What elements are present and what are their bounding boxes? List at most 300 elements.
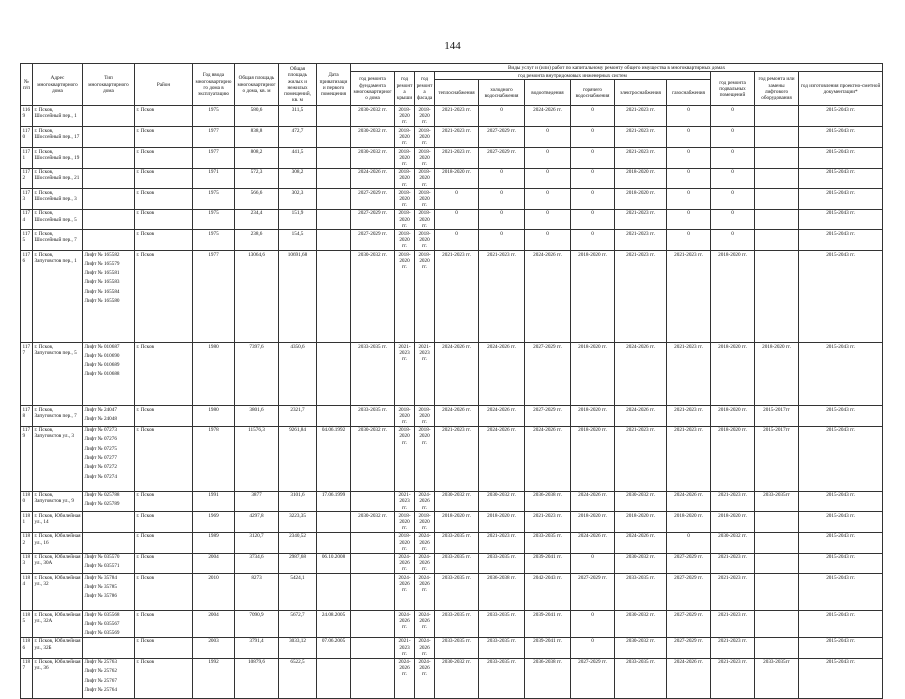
cell-gas: 2021-2023 гг. bbox=[667, 426, 711, 491]
cell-year: 1975 bbox=[193, 209, 235, 230]
cell-elevator: 2018-2020 гг. bbox=[755, 343, 799, 406]
cell-foundation: 2024-2026 гг. bbox=[351, 168, 395, 189]
cell-basement: 2018-2020 гг. bbox=[711, 512, 755, 533]
cell-facade: 2024-2026 гг. bbox=[415, 637, 435, 658]
cell-gas: 0 bbox=[667, 209, 711, 230]
cell-roof: 2018-2020 гг. bbox=[395, 106, 415, 127]
table-row bbox=[21, 532, 883, 553]
cell-gas: 2021-2023 гг. bbox=[667, 406, 711, 427]
cell-address: г. Псков, Шоссейный пер., 17 bbox=[33, 127, 83, 148]
cell-privatization: 04.06.1992 bbox=[317, 426, 351, 491]
cell-heating: 2018-2020 гг. bbox=[435, 168, 479, 189]
cell-num: 1174 bbox=[21, 209, 33, 230]
cell-address: г. Псков, Запуговстов пер., 5 bbox=[33, 343, 83, 406]
cell-heating: 2021-2023 гг. bbox=[435, 148, 479, 169]
lift-entry: Лифт № 010689 bbox=[84, 362, 120, 369]
cell-foundation: 2030-2032 гг. bbox=[351, 106, 395, 127]
cell-cold-water: 0 bbox=[479, 168, 525, 189]
cell-living-area: 6522,5 bbox=[279, 658, 317, 698]
cell-electricity: 2018-2020 гг. bbox=[615, 512, 667, 533]
header-cold-water: холодного водоснабжения bbox=[479, 80, 525, 106]
header-privatization-date: Дата приватизации первого помещения bbox=[317, 64, 351, 106]
lift-entry: Лифт № 35785 bbox=[84, 583, 117, 590]
cell-elevator bbox=[755, 553, 799, 574]
cell-facade: 2024-2026 гг. bbox=[415, 491, 435, 512]
cell-year: 2004 bbox=[193, 553, 235, 574]
cell-cold-water: 2018-2020 гг. bbox=[479, 512, 525, 533]
cell-num: 1178 bbox=[21, 406, 33, 427]
page-number: 144 bbox=[444, 40, 461, 52]
cell-electricity: 2033-2035 гг. bbox=[615, 574, 667, 611]
cell-privatization: 24.08.2005 bbox=[317, 611, 351, 638]
cell-design: 2015-2043 гг. bbox=[799, 251, 883, 343]
cell-gas: 0 bbox=[667, 189, 711, 210]
cell-living-area: 154,5 bbox=[279, 230, 317, 251]
cell-gas: 2024-2026 гг. bbox=[667, 658, 711, 698]
cell-district: г. Псков bbox=[135, 426, 193, 491]
cell-address: г. Псков, Шоссейный пер., 19 bbox=[33, 148, 83, 169]
lift-entry: Лифт № 035567 bbox=[84, 620, 120, 627]
cell-elevator: 2033-2035гг bbox=[755, 658, 799, 698]
cell-elevator bbox=[755, 106, 799, 127]
cell-cold-water: 2033-2035 гг. bbox=[479, 637, 525, 658]
cell-type bbox=[83, 553, 135, 574]
cell-roof: 2024-2026 гг. bbox=[395, 553, 415, 574]
cell-facade: 2018-2020 гг. bbox=[415, 512, 435, 533]
header-electricity: электроснабжения bbox=[615, 80, 667, 106]
cell-type bbox=[83, 637, 135, 658]
cell-privatization bbox=[317, 343, 351, 406]
lift-entry: Лифт № 25764 bbox=[84, 686, 117, 693]
cell-heating: 0 bbox=[435, 189, 479, 210]
cell-electricity: 2021-2023 гг. bbox=[615, 106, 667, 127]
cell-year: 1980 bbox=[193, 343, 235, 406]
cell-year: 1980 bbox=[193, 406, 235, 427]
cell-hot-water: 0 bbox=[571, 553, 615, 574]
cell-basement: 2021-2023 гг. bbox=[711, 553, 755, 574]
header-living-area: Общая площадь жилых и нежилых помещений, кв. м bbox=[279, 64, 317, 106]
cell-hot-water: 2018-2020 гг. bbox=[571, 251, 615, 343]
cell-elevator bbox=[755, 637, 799, 658]
cell-electricity: 2021-2023 гг. bbox=[615, 426, 667, 491]
cell-total-area: 3734,6 bbox=[235, 553, 279, 574]
cell-district: г. Псков bbox=[135, 658, 193, 698]
cell-cold-water: 2027-2029 гг. bbox=[479, 127, 525, 148]
cell-elevator bbox=[755, 148, 799, 169]
cell-type bbox=[83, 491, 135, 512]
header-works-group: Виды услуг и (или) работ по капитальному ремонту общего имущества в многоквартирных домах bbox=[351, 64, 883, 72]
lift-entry: Лифт № 035571 bbox=[84, 563, 120, 570]
cell-sewage: 0 bbox=[525, 168, 571, 189]
cell-design: 2015-2043 гг. bbox=[799, 106, 883, 127]
table-row bbox=[21, 251, 883, 343]
cell-elevator bbox=[755, 168, 799, 189]
cell-year: 2004 bbox=[193, 611, 235, 638]
cell-facade: 2018-2020 гг. bbox=[415, 406, 435, 427]
cell-heating: 2030-2032 гг. bbox=[435, 658, 479, 698]
cell-type bbox=[83, 148, 135, 169]
cell-roof: 2018-2020 гг. bbox=[395, 209, 415, 230]
lift-entry: Лифт № 010690 bbox=[84, 352, 120, 359]
cell-design: 2015-2043 гг. bbox=[799, 426, 883, 491]
cell-address: г. Псков, Юбилейная ул., 30А bbox=[33, 553, 83, 574]
cell-heating: 2030-2032 гг. bbox=[435, 491, 479, 512]
cell-type bbox=[83, 611, 135, 638]
cell-gas: 0 bbox=[667, 106, 711, 127]
cell-num: 1171 bbox=[21, 148, 33, 169]
cell-district: г. Псков bbox=[135, 106, 193, 127]
cell-facade: 2024-2026 гг. bbox=[415, 532, 435, 553]
cell-electricity: 2033-2035 гг. bbox=[615, 658, 667, 698]
cell-address: г. Псков, Шоссейный пер., 3 bbox=[33, 189, 83, 210]
cell-electricity: 2021-2023 гг. bbox=[615, 127, 667, 148]
cell-basement: 0 bbox=[711, 127, 755, 148]
lift-entry: Лифт № 25763 bbox=[84, 659, 117, 666]
table-row bbox=[21, 658, 883, 698]
cell-design: 2015-2043 гг. bbox=[799, 343, 883, 406]
cell-num: 1185 bbox=[21, 611, 33, 638]
cell-foundation: 2030-2032 гг. bbox=[351, 148, 395, 169]
cell-elevator: 2033-2035гг bbox=[755, 491, 799, 512]
cell-sewage: 0 bbox=[525, 127, 571, 148]
cell-num: 1173 bbox=[21, 189, 33, 210]
cell-type bbox=[83, 251, 135, 343]
cell-district: г. Псков bbox=[135, 574, 193, 611]
cell-privatization bbox=[317, 168, 351, 189]
cell-cold-water: 2024-2026 гг. bbox=[479, 406, 525, 427]
cell-year: 1975 bbox=[193, 230, 235, 251]
lift-entry: Лифт № 07276 bbox=[84, 436, 117, 443]
cell-design: 2015-2043 гг. bbox=[799, 611, 883, 638]
cell-facade: 2018-2020 гг. bbox=[415, 168, 435, 189]
cell-hot-water: 0 bbox=[571, 127, 615, 148]
header-year-commission: Год ввода многоквартирного дома в эксплуатацию bbox=[193, 64, 235, 106]
capital-repair-table bbox=[20, 63, 883, 699]
lift-entry: Лифт № 07273 bbox=[84, 427, 117, 434]
cell-facade: 2024-2026 гг. bbox=[415, 553, 435, 574]
cell-foundation: 2030-2032 гг. bbox=[351, 512, 395, 533]
header-district: Район bbox=[135, 64, 193, 106]
cell-year: 1992 bbox=[193, 658, 235, 698]
cell-basement: 2018-2020 гг. bbox=[711, 251, 755, 343]
cell-type bbox=[83, 106, 135, 127]
lift-entry: Лифт № 165579 bbox=[84, 260, 120, 267]
cell-address: г. Псков, Запуговстов ул., 3 bbox=[33, 426, 83, 491]
cell-sewage: 0 bbox=[525, 189, 571, 210]
cell-year: 1989 bbox=[193, 532, 235, 553]
table-row bbox=[21, 512, 883, 533]
cell-gas: 2027-2029 гг. bbox=[667, 553, 711, 574]
cell-gas: 2018-2020 гг. bbox=[667, 512, 711, 533]
cell-gas: 2027-2029 гг. bbox=[667, 637, 711, 658]
table-row bbox=[21, 426, 883, 491]
cell-address: г. Псков, Запуговстов пер., 7 bbox=[33, 406, 83, 427]
cell-sewage: 0 bbox=[525, 230, 571, 251]
table-row bbox=[21, 406, 883, 427]
cell-gas: 2027-2029 гг. bbox=[667, 574, 711, 611]
lift-entry: Лифт № 07272 bbox=[84, 464, 117, 471]
cell-roof: 2018-2020 гг. bbox=[395, 189, 415, 210]
cell-district: г. Псков bbox=[135, 637, 193, 658]
header-elevator: год ремонта или замены лифтового оборудования bbox=[755, 72, 799, 106]
cell-num: 1175 bbox=[21, 230, 33, 251]
header-hot-water: горячего водоснабжения bbox=[571, 80, 615, 106]
cell-facade: 2018-2020 гг. bbox=[415, 426, 435, 491]
cell-design: 2015-2043 гг. bbox=[799, 148, 883, 169]
table-row bbox=[21, 553, 883, 574]
cell-living-area: 2321,7 bbox=[279, 406, 317, 427]
cell-num: 1169 bbox=[21, 106, 33, 127]
header-systems-group: год ремонта внутридомовых инженерных систем bbox=[435, 72, 711, 80]
cell-living-area: 4350,6 bbox=[279, 343, 317, 406]
cell-type bbox=[83, 532, 135, 553]
cell-sewage: 2036-2038 гг. bbox=[525, 658, 571, 698]
table-row bbox=[21, 148, 883, 169]
cell-living-area: 151,9 bbox=[279, 209, 317, 230]
cell-foundation: 2033-2035 гг. bbox=[351, 406, 395, 427]
cell-hot-water: 0 bbox=[571, 637, 615, 658]
cell-roof: 2021-2023 гг. bbox=[395, 491, 415, 512]
cell-gas: 2021-2023 гг. bbox=[667, 343, 711, 406]
cell-facade: 2018-2020 гг. bbox=[415, 209, 435, 230]
cell-basement: 2021-2023 гг. bbox=[711, 574, 755, 611]
cell-facade: 2024-2026 гг. bbox=[415, 574, 435, 611]
cell-living-area: 3223,35 bbox=[279, 512, 317, 533]
cell-num: 1179 bbox=[21, 426, 33, 491]
cell-heating: 2033-2035 гг. bbox=[435, 611, 479, 638]
cell-gas: 2021-2023 гг. bbox=[667, 251, 711, 343]
lift-entry: Лифт № 165582 bbox=[84, 251, 120, 258]
cell-roof: 2024-2026 гг. bbox=[395, 574, 415, 611]
cell-total-area: 808,2 bbox=[235, 148, 279, 169]
cell-hot-water: 2024-2026 гг. bbox=[571, 532, 615, 553]
cell-num: 1172 bbox=[21, 168, 33, 189]
cell-num: 1186 bbox=[21, 637, 33, 658]
cell-privatization bbox=[317, 148, 351, 169]
cell-privatization bbox=[317, 209, 351, 230]
cell-address: г. Псков, Запуговстов пер., 1 bbox=[33, 251, 83, 343]
cell-heating: 2033-2035 гг. bbox=[435, 553, 479, 574]
cell-district: г. Псков bbox=[135, 512, 193, 533]
lift-entry: Лифт № 035568 bbox=[84, 611, 120, 618]
lift-entry: Лифт № 035569 bbox=[84, 630, 120, 637]
cell-electricity: 2030-2032 гг. bbox=[615, 491, 667, 512]
cell-heating: 2018-2020 гг. bbox=[435, 512, 479, 533]
header-type: Тип многоквартирного дома bbox=[83, 64, 135, 106]
cell-roof: 2024-2026 гг. bbox=[395, 611, 415, 638]
cell-roof: 2018-2020 гг. bbox=[395, 127, 415, 148]
cell-heating: 2033-2035 гг. bbox=[435, 637, 479, 658]
lift-entry: Лифт № 165584 bbox=[84, 288, 120, 295]
cell-total-area: 4297,8 bbox=[235, 512, 279, 533]
cell-total-area: 572,3 bbox=[235, 168, 279, 189]
cell-total-area: 234,4 bbox=[235, 209, 279, 230]
cell-foundation bbox=[351, 553, 395, 574]
cell-cold-water: 2024-2026 гг. bbox=[479, 426, 525, 491]
cell-foundation: 2033-2035 гг. bbox=[351, 343, 395, 406]
cell-cold-water: 0 bbox=[479, 189, 525, 210]
cell-facade: 2018-2020 гг. bbox=[415, 189, 435, 210]
cell-heating: 2033-2035 гг. bbox=[435, 532, 479, 553]
cell-basement: 0 bbox=[711, 168, 755, 189]
cell-year: 1969 bbox=[193, 512, 235, 533]
header-facade: год ремонта фасада bbox=[415, 72, 435, 106]
cell-gas: 2027-2029 гг. bbox=[667, 611, 711, 638]
cell-sewage: 0 bbox=[525, 209, 571, 230]
cell-cold-water: 2033-2035 гг. bbox=[479, 611, 525, 638]
cell-year: 1978 bbox=[193, 426, 235, 491]
cell-facade: 2024-2026 гг. bbox=[415, 658, 435, 698]
cell-address: г. Псков, Шоссейный пер., 7 bbox=[33, 230, 83, 251]
cell-hot-water: 2027-2029 гг. bbox=[571, 574, 615, 611]
cell-basement: 2021-2023 гг. bbox=[711, 491, 755, 512]
cell-heating: 0 bbox=[435, 209, 479, 230]
cell-sewage: 2036-2038 гг. bbox=[525, 491, 571, 512]
cell-design: 2015-2043 гг. bbox=[799, 168, 883, 189]
cell-hot-water: 2018-2020 гг. bbox=[571, 512, 615, 533]
table-row bbox=[21, 209, 883, 230]
cell-privatization: 06.10.2008 bbox=[317, 553, 351, 574]
cell-basement: 2030-2032 гг. bbox=[711, 532, 755, 553]
table-row bbox=[21, 230, 883, 251]
cell-heating: 2021-2023 гг. bbox=[435, 127, 479, 148]
cell-elevator bbox=[755, 230, 799, 251]
cell-gas: 2024-2026 гг. bbox=[667, 491, 711, 512]
table-body bbox=[21, 106, 883, 698]
cell-total-area: 3801,6 bbox=[235, 406, 279, 427]
cell-heating: 0 bbox=[435, 230, 479, 251]
cell-basement: 2018-2020 гг. bbox=[711, 426, 755, 491]
cell-sewage: 2042-2043 гг. bbox=[525, 574, 571, 611]
cell-privatization bbox=[317, 251, 351, 343]
cell-district: г. Псков bbox=[135, 343, 193, 406]
cell-facade: 2024-2026 гг. bbox=[415, 611, 435, 638]
cell-cold-water: 0 bbox=[479, 106, 525, 127]
cell-district: г. Псков bbox=[135, 251, 193, 343]
lift-entry: Лифт № 025789 bbox=[84, 501, 120, 508]
cell-sewage: 2039-2041 гг. bbox=[525, 553, 571, 574]
cell-hot-water: 0 bbox=[571, 189, 615, 210]
lift-entry: Лифт № 25762 bbox=[84, 668, 117, 675]
cell-basement: 0 bbox=[711, 230, 755, 251]
cell-foundation: 2027-2029 гг. bbox=[351, 209, 395, 230]
table-row bbox=[21, 343, 883, 406]
cell-sewage: 2033-2035 гг. bbox=[525, 532, 571, 553]
cell-elevator: 2015-2017гг bbox=[755, 426, 799, 491]
cell-total-area: 566,6 bbox=[235, 189, 279, 210]
cell-type bbox=[83, 658, 135, 698]
cell-privatization: 07.06.2005 bbox=[317, 637, 351, 658]
cell-num: 1177 bbox=[21, 343, 33, 406]
cell-basement: 0 bbox=[711, 106, 755, 127]
cell-electricity: 2024-2026 гг. bbox=[615, 343, 667, 406]
cell-type bbox=[83, 426, 135, 491]
cell-total-area: 7397,6 bbox=[235, 343, 279, 406]
cell-num: 1176 bbox=[21, 251, 33, 343]
cell-living-area: 3033,12 bbox=[279, 637, 317, 658]
cell-year: 1975 bbox=[193, 189, 235, 210]
cell-electricity: 2024-2026 гг. bbox=[615, 532, 667, 553]
cell-elevator bbox=[755, 611, 799, 638]
cell-sewage: 2024-2026 гг. bbox=[525, 426, 571, 491]
cell-design: 2015-2043 гг. bbox=[799, 189, 883, 210]
lift-entry: Лифт № 07277 bbox=[84, 455, 117, 462]
cell-num: 1181 bbox=[21, 512, 33, 533]
cell-basement: 2018-2020 гг. bbox=[711, 343, 755, 406]
header-num: № п/п bbox=[21, 64, 33, 106]
cell-gas: 0 bbox=[667, 230, 711, 251]
table-row bbox=[21, 491, 883, 512]
cell-roof: 2018-2020 гг. bbox=[395, 532, 415, 553]
cell-total-area: 10879,6 bbox=[235, 658, 279, 698]
cell-electricity: 2030-2032 гг. bbox=[615, 553, 667, 574]
cell-year: 1991 bbox=[193, 491, 235, 512]
cell-type bbox=[83, 127, 135, 148]
cell-type bbox=[83, 343, 135, 406]
cell-year: 1971 bbox=[193, 168, 235, 189]
table-row bbox=[21, 106, 883, 127]
cell-total-area: 3120,7 bbox=[235, 532, 279, 553]
cell-foundation bbox=[351, 491, 395, 512]
cell-type bbox=[83, 406, 135, 427]
cell-hot-water: 0 bbox=[571, 230, 615, 251]
cell-district: г. Псков bbox=[135, 230, 193, 251]
cell-facade: 2018-2020 гг. bbox=[415, 106, 435, 127]
cell-type bbox=[83, 168, 135, 189]
cell-design: 2015-2043 гг. bbox=[799, 658, 883, 698]
cell-year: 2010 bbox=[193, 574, 235, 611]
header-foundation: год ремонта фундамента многоквартирного дома bbox=[351, 72, 395, 106]
cell-design: 2015-2043 гг. bbox=[799, 209, 883, 230]
cell-privatization bbox=[317, 106, 351, 127]
header-basement: год ремонта подвальных помещений bbox=[711, 72, 755, 106]
cell-privatization bbox=[317, 658, 351, 698]
cell-design: 2015-2043 гг. bbox=[799, 491, 883, 512]
cell-design: 2015-2043 гг. bbox=[799, 574, 883, 611]
cell-privatization bbox=[317, 574, 351, 611]
cell-privatization bbox=[317, 127, 351, 148]
cell-heating: 2021-2023 гг. bbox=[435, 106, 479, 127]
cell-roof: 2024-2026 гг. bbox=[395, 658, 415, 698]
cell-district: г. Псков bbox=[135, 553, 193, 574]
cell-total-area: 11576,3 bbox=[235, 426, 279, 491]
cell-electricity: 2018-2020 гг. bbox=[615, 189, 667, 210]
cell-district: г. Псков bbox=[135, 209, 193, 230]
cell-district: г. Псков bbox=[135, 532, 193, 553]
cell-heating: 2024-2026 гг. bbox=[435, 406, 479, 427]
cell-hot-water: 0 bbox=[571, 168, 615, 189]
header-total-area: Общая площадь многоквартирного дома, кв. м bbox=[235, 64, 279, 106]
header-design: год изготовления проектно-сметной документации* bbox=[799, 72, 883, 106]
cell-type bbox=[83, 512, 135, 533]
cell-hot-water: 2018-2020 гг. bbox=[571, 426, 615, 491]
cell-living-area: 472,7 bbox=[279, 127, 317, 148]
cell-elevator bbox=[755, 532, 799, 553]
cell-total-area: 13064,6 bbox=[235, 251, 279, 343]
lift-entry: Лифт № 07275 bbox=[84, 445, 117, 452]
cell-sewage: 2027-2029 гг. bbox=[525, 343, 571, 406]
cell-gas: 0 bbox=[667, 127, 711, 148]
cell-cold-water: 2021-2023 гг. bbox=[479, 251, 525, 343]
cell-basement: 2021-2023 гг. bbox=[711, 658, 755, 698]
cell-address: г. Псков, Юбилейная ул., 32 bbox=[33, 574, 83, 611]
cell-cold-water: 0 bbox=[479, 209, 525, 230]
lift-entry: Лифт № 35786 bbox=[84, 593, 117, 600]
cell-address: г. Псков, Юбилейная ул., 32А bbox=[33, 611, 83, 638]
lift-entry: Лифт № 07274 bbox=[84, 473, 117, 480]
cell-electricity: 2018-2020 гг. bbox=[615, 168, 667, 189]
cell-living-area: 5424,1 bbox=[279, 574, 317, 611]
